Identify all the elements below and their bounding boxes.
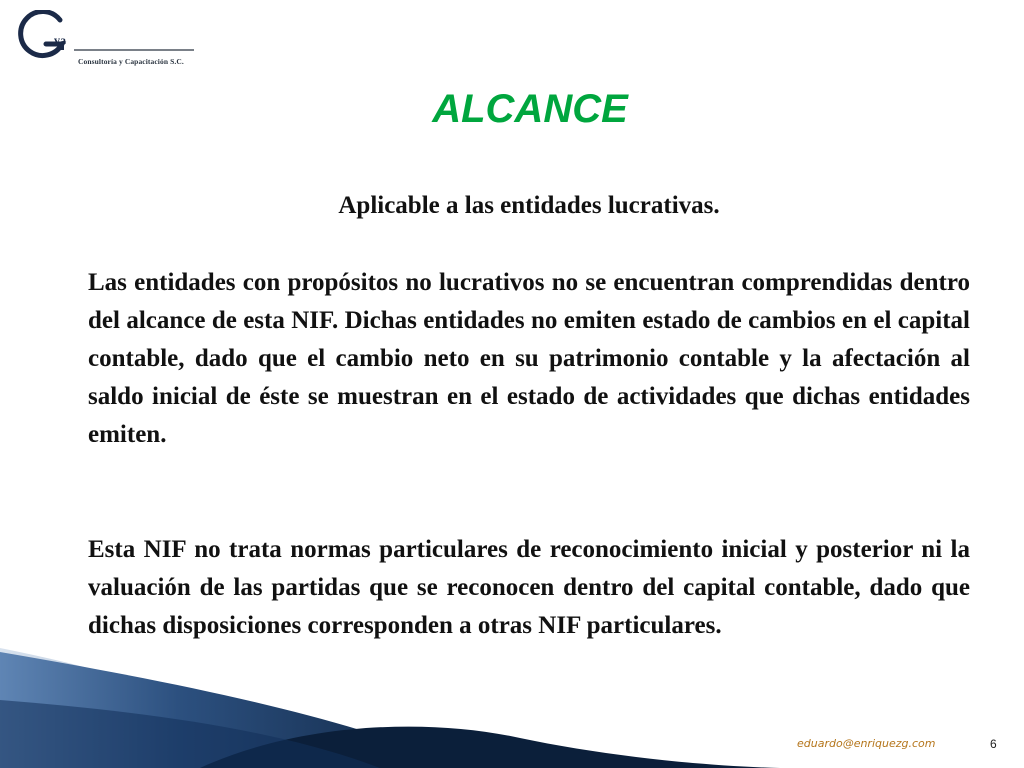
footer-email: eduardo@enriquezg.com	[797, 737, 936, 750]
slide-title: ALCANCE	[432, 87, 628, 131]
paragraph-1: Las entidades con propósitos no lucrativos no se encuentran comprendidas dentro del alcance de esta NIF. Dichas entidades no emiten estado de cambios en el capital contable, dado que el cambio neto en su patrimonio contable y la afectación al saldo inicial de éste se muestran en el estado de actividades que dichas entidades emiten.	[88, 269, 970, 448]
page-number: 6	[990, 737, 997, 751]
logo-caption: Consultoría y Capacitación S.C.	[78, 57, 184, 66]
company-logo	[16, 10, 206, 70]
slide-subtitle: Aplicable a las entidades lucrativas.	[338, 192, 720, 219]
paragraph-2: Esta NIF no trata normas particulares de reconocimiento inicial y posterior ni la valuación de las partidas que se reconocen dentro del capital contable, dado que dichas disposiciones corresponden a otras NIF particulares.	[88, 536, 970, 639]
logo-letters: va	[54, 33, 66, 47]
